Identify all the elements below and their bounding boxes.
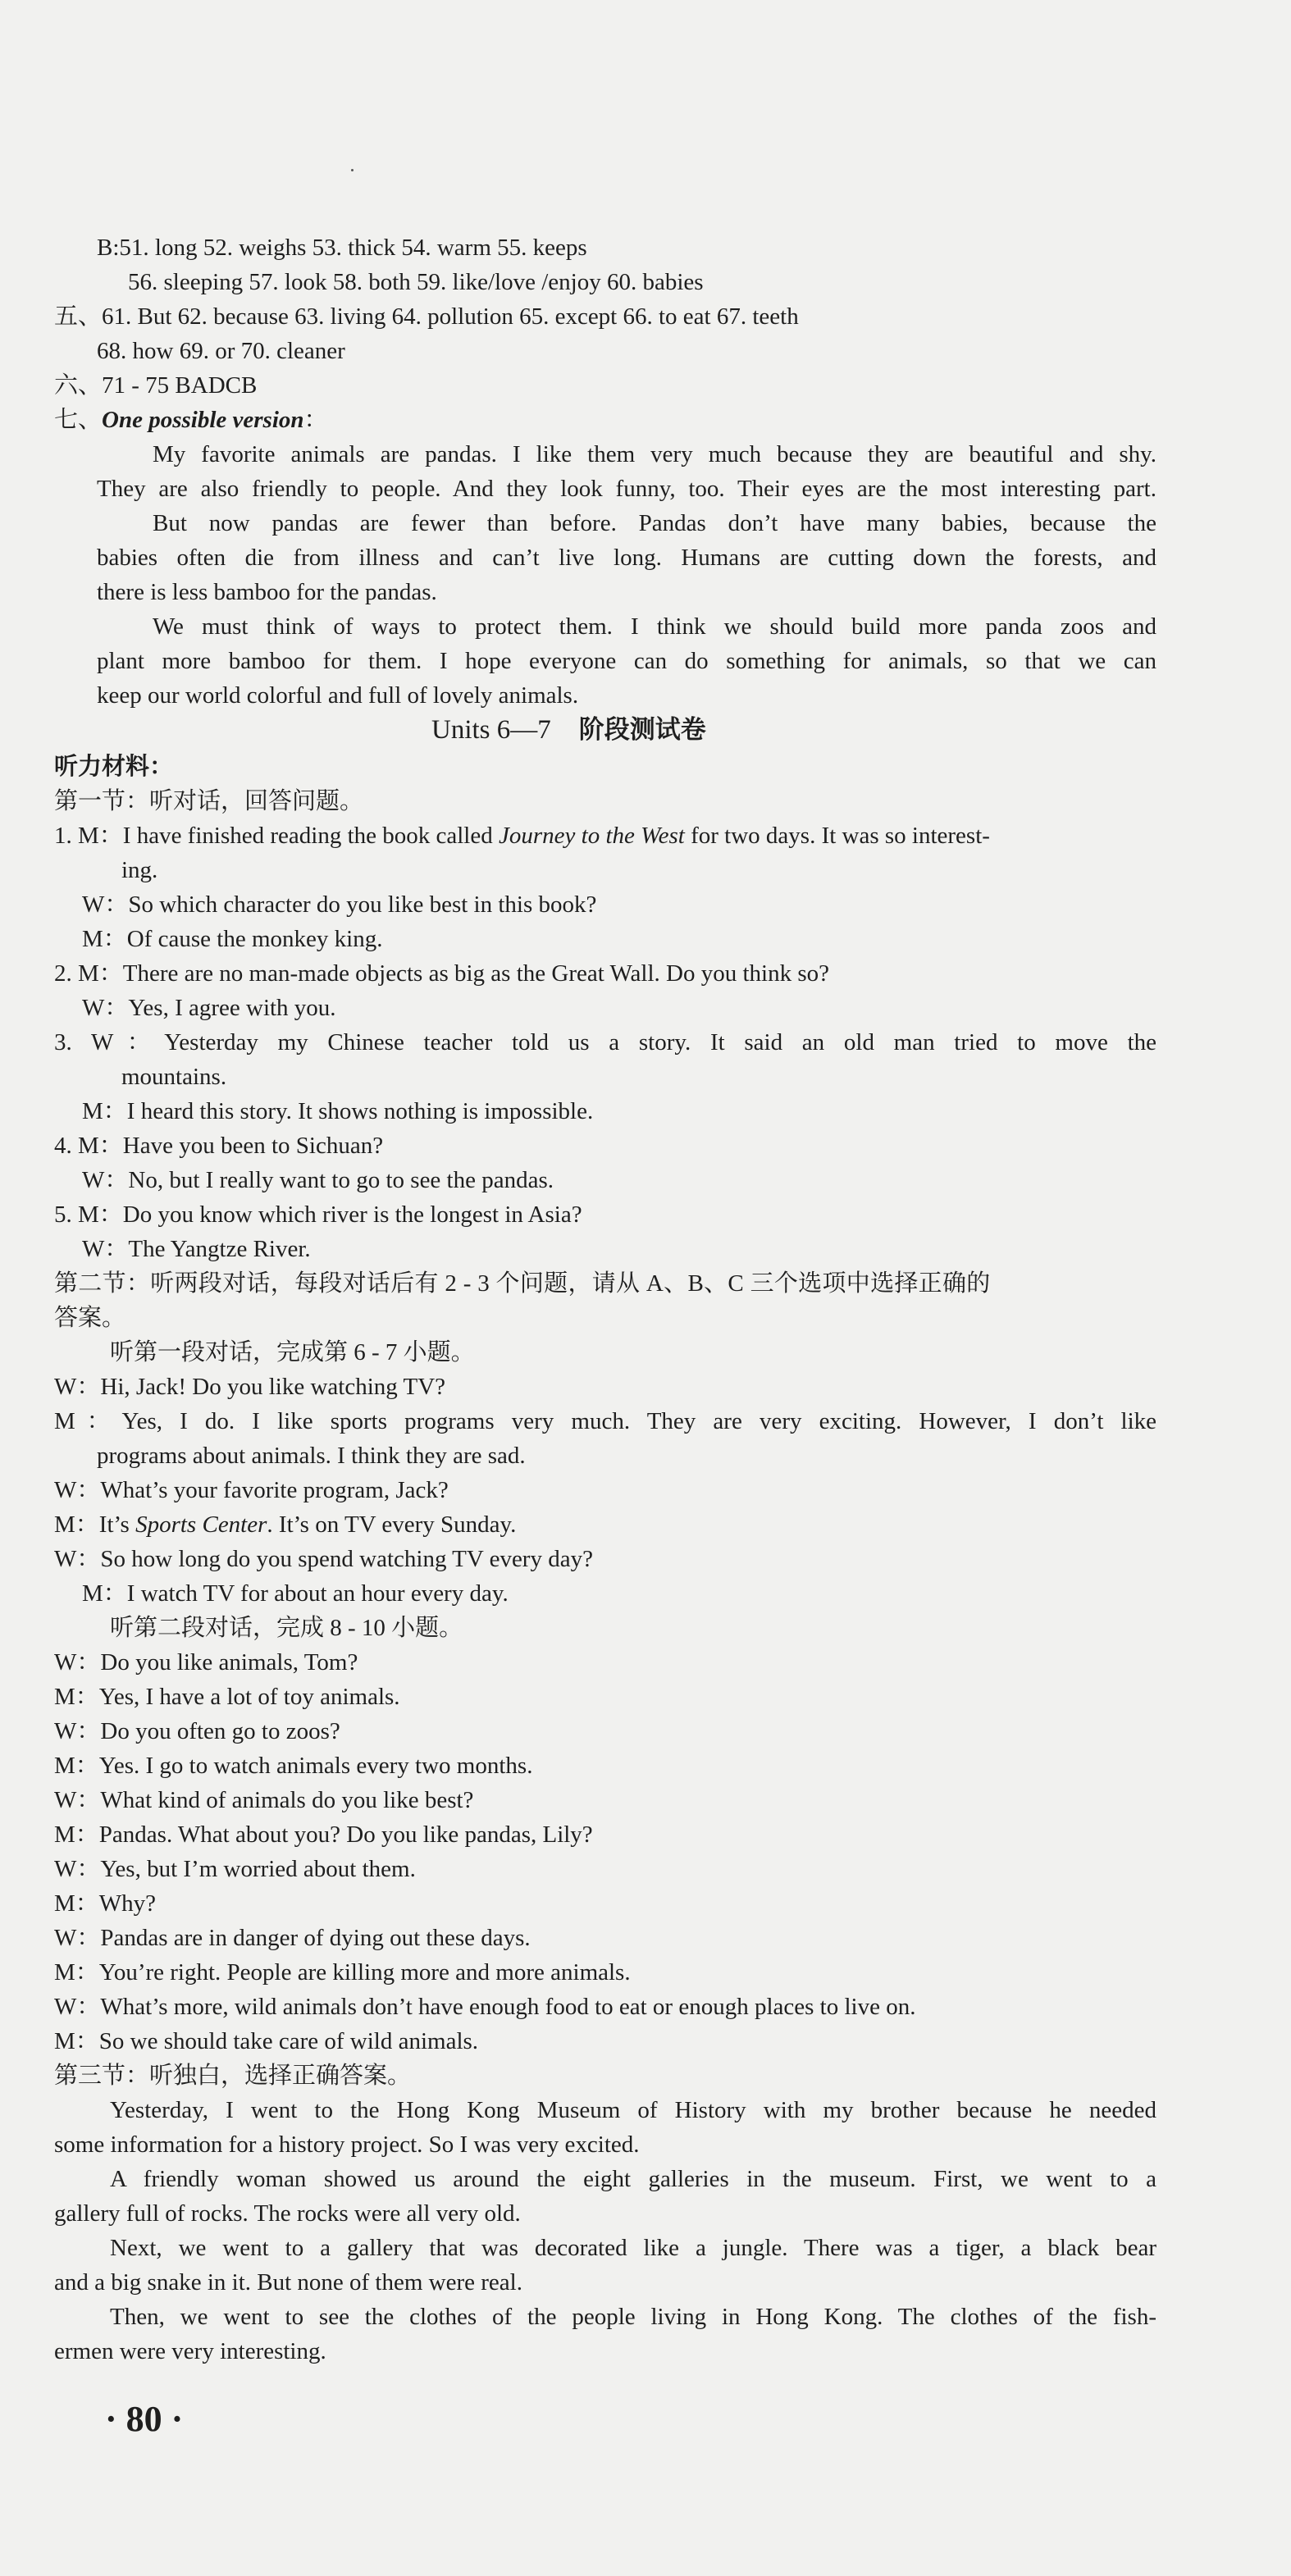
essay-line: They are also friendly to people. And they look funny, too. Their eyes are the most interesting part. [97, 476, 1156, 502]
monologue-line: A friendly woman showed us around the eight galleries in the museum. First, we went to a [110, 2166, 1156, 2192]
seven-suffix: ： [303, 407, 328, 433]
q1-m2: M：Of cause the monkey king. [82, 926, 383, 952]
essay-line: We must think of ways to protect them. I think we should build more panda zoos and [153, 613, 1156, 640]
q2-w: W：Yes, I agree with you. [82, 995, 336, 1021]
monologue-line: Next, we went to a gallery that was decorated like a jungle. There was a tiger, a black bear [110, 2235, 1156, 2261]
q1-m [54, 822, 990, 850]
dialog2-line: M：Yes. I go to watch animals every two months. [54, 1753, 533, 1779]
d1-4-show-title: Sports Center [135, 1511, 267, 1538]
dialog2-line: M：Why? [54, 1890, 157, 1917]
answer-b-line2: 56. sleeping 57. look 58. both 59. like/love /enjoy 60. babies [128, 269, 704, 295]
dialog2-line: W：Yes, but I’m worried about them. [54, 1856, 416, 1882]
q1-m-post: for two days. It was so interest- [684, 823, 990, 849]
essay-line: plant more bamboo for them. I hope everyone can do something for animals, so that we can [97, 648, 1156, 674]
dialog2-line: M：You’re right. People are killing more and more animals. [54, 1959, 631, 1986]
part2-heading-cont: 答案。 [54, 1305, 126, 1331]
essay-line: there is less bamboo for the pandas. [97, 579, 437, 605]
section-title [431, 716, 706, 744]
monologue-line: Yesterday, I went to the Hong Kong Museum of History with my brother because he needed [110, 2097, 1156, 2123]
q1-book-title: Journey to the West [498, 823, 685, 849]
dialog1-line: programs about animals. I think they are sad. [97, 1443, 526, 1469]
answer-six: 六、71 - 75 BADCB [54, 372, 258, 399]
dialog2-line: M：Pandas. What about you? Do you like pandas, Lily? [54, 1821, 593, 1848]
print-speck [351, 169, 354, 171]
page-number: · 80 · [105, 2399, 184, 2439]
monologue-line: some information for a history project. So I was very excited. [54, 2131, 640, 2158]
part3-heading: 第三节：听独白，选择正确答案。 [54, 2063, 412, 2089]
dialog1-line: M：Yes, I do. I like sports programs very much. They are very exciting. However, I don’t like [54, 1408, 1156, 1434]
dialog1-heading: 听第一段对话，完成第 6 - 7 小题。 [110, 1339, 475, 1366]
monologue-line: and a big snake in it. But none of them were real. [54, 2269, 522, 2296]
essay-line: But now pandas are fewer than before. Pandas don’t have many babies, because the [153, 510, 1156, 536]
dialog1-line: W：So how long do you spend watching TV every day? [54, 1546, 593, 1572]
q2-m: 2. M：There are no man-made objects as big as the Great Wall. Do you think so? [54, 960, 830, 987]
dialog1-line [54, 1511, 516, 1539]
dialog2-line: W：Pandas are in danger of dying out these days. [54, 1925, 531, 1951]
answer-five-line1: 五、61. But 62. because 63. living 64. pollution 65. except 66. to eat 67. teeth [54, 303, 799, 330]
monologue-line: gallery full of rocks. The rocks were all very old. [54, 2200, 521, 2227]
monologue-line: ermen were very interesting. [54, 2338, 326, 2364]
dialog2-line: W：What’s more, wild animals don’t have enough food to eat or enough places to live on. [54, 1994, 916, 2020]
q1-m-cont: ing. [121, 857, 158, 883]
part1-heading: 第一节：听对话，回答问题。 [54, 788, 364, 814]
dialog2-heading: 听第二段对话，完成 8 - 10 小题。 [110, 1615, 463, 1641]
dialog2-line: W：What kind of animals do you like best? [54, 1787, 474, 1813]
part2-heading: 第二节：听两段对话，每段对话后有 2 - 3 个问题，请从 A、B、C 三个选项中选择正确的 [54, 1270, 991, 1297]
q3-w: 3. W：Yesterday my Chinese teacher told us a story. It said an old man tried to move the [54, 1029, 1156, 1055]
seven-prefix: 七、 [54, 407, 103, 433]
dialog2-line: W：Do you like animals, Tom? [54, 1649, 358, 1676]
d1-4-pre: M：It’s [54, 1511, 136, 1538]
essay-line: keep our world colorful and full of lovely animals. [97, 682, 579, 709]
dialog1-line: M：I watch TV for about an hour every day. [82, 1580, 509, 1607]
listening-heading: 听力材料： [54, 754, 174, 780]
answer-b-line1: B:51. long 52. weighs 53. thick 54. warm 55. keeps [97, 235, 587, 261]
dialog2-line: M：So we should take care of wild animals. [54, 2028, 479, 2054]
q5-m: 5. M：Do you know which river is the longest in Asia? [54, 1201, 582, 1228]
q3-w-cont: mountains. [121, 1064, 227, 1090]
q1-m-pre: 1. M：I have finished reading the book called [54, 823, 499, 849]
d1-4-post: . It’s on TV every Sunday. [267, 1511, 517, 1538]
q1-w: W：So which character do you like best in this book? [82, 891, 597, 918]
section-title-en: Units 6—7 [431, 715, 551, 745]
seven-label: One possible version [102, 407, 304, 433]
q4-w: W：No, but I really want to go to see the pandas. [82, 1167, 554, 1193]
dialog2-line: W：Do you often go to zoos? [54, 1718, 340, 1744]
essay-line: babies often die from illness and can’t live long. Humans are cutting down the forests, and [97, 545, 1156, 571]
monologue-line: Then, we went to see the clothes of the people living in Hong Kong. The clothes of the fish- [110, 2304, 1156, 2330]
essay-line: My favorite animals are pandas. I like them very much because they are beautiful and shy. [153, 441, 1156, 467]
section-title-cn: 阶段测试卷 [578, 715, 706, 745]
q4-m: 4. M：Have you been to Sichuan? [54, 1133, 384, 1159]
q3-m: M：I heard this story. It shows nothing is impossible. [82, 1098, 594, 1124]
answer-seven-heading [54, 406, 328, 434]
dialog1-line: W：Hi, Jack! Do you like watching TV? [54, 1374, 446, 1400]
dialog1-line: W：What’s your favorite program, Jack? [54, 1477, 449, 1503]
q5-w: W：The Yangtze River. [82, 1236, 311, 1262]
answer-five-line2: 68. how 69. or 70. cleaner [97, 338, 345, 364]
dialog2-line: M：Yes, I have a lot of toy animals. [54, 1684, 400, 1710]
